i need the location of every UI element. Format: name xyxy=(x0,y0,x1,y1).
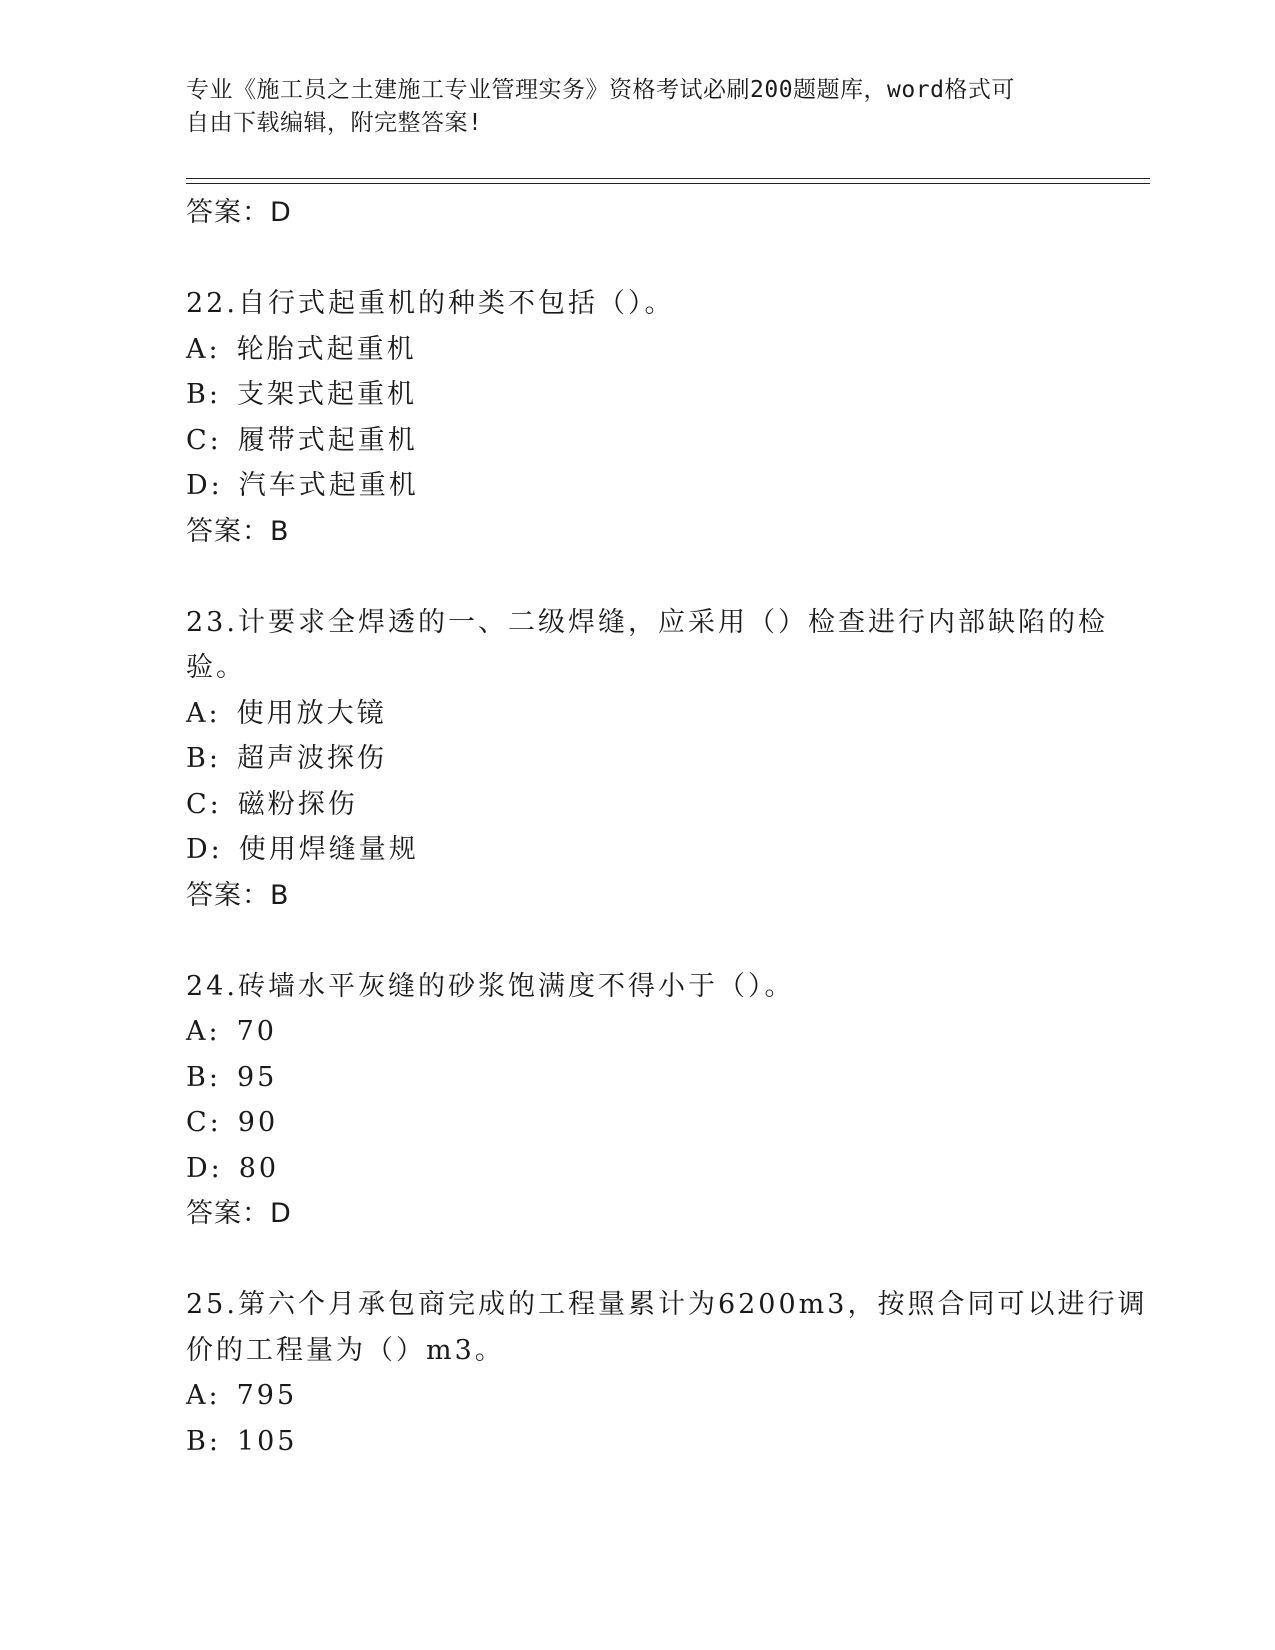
option-letter: D: xyxy=(186,1152,223,1184)
option-letter: D: xyxy=(186,834,223,865)
option-item xyxy=(186,1100,1086,1146)
option-item xyxy=(186,418,1086,464)
spacer xyxy=(186,554,1086,600)
option-item xyxy=(186,1055,1086,1101)
question-stem: 计要求全焊透的一、二级焊缝，应采用（）检查进行内部缺陷的检 xyxy=(237,606,1108,638)
answer-line: 答案：B xyxy=(186,515,290,547)
question-block xyxy=(186,1282,1148,1464)
option-text: 磁粉探伤 xyxy=(237,788,358,820)
question-number: 25. xyxy=(186,1289,238,1320)
option-text: 履带式起重机 xyxy=(237,424,418,456)
option-item xyxy=(186,372,1086,418)
option-item xyxy=(186,1419,1086,1465)
option-letter: C: xyxy=(186,424,222,456)
option-letter: B: xyxy=(186,743,221,774)
answer-line: 答案：B xyxy=(186,879,290,911)
option-text: 70 xyxy=(236,1016,277,1047)
question-text xyxy=(186,1282,1148,1328)
option-item xyxy=(186,327,1086,373)
header-title-line-1: 专业《施工员之土建施工专业管理实务》资格考试必刷200题题库，word格式可 xyxy=(186,77,1015,103)
question-number: 22. xyxy=(186,288,238,319)
option-text: 超声波探伤 xyxy=(236,743,387,774)
option-text: 轮胎式起重机 xyxy=(236,333,417,365)
question-number: 24. xyxy=(186,970,238,1002)
option-text: 使用放大镜 xyxy=(236,697,387,729)
option-text: 支架式起重机 xyxy=(236,379,417,410)
option-letter: B: xyxy=(186,379,221,410)
question-list xyxy=(186,190,1148,1464)
option-letter: C: xyxy=(186,1107,222,1138)
option-text: 80 xyxy=(238,1152,280,1184)
option-item xyxy=(186,1009,1086,1055)
option-letter: A: xyxy=(186,1016,221,1047)
option-text: 105 xyxy=(236,1425,298,1457)
question-text xyxy=(186,600,1108,646)
option-text: 795 xyxy=(236,1380,298,1411)
question-block xyxy=(186,964,1086,1237)
question-text xyxy=(186,281,1086,327)
option-item xyxy=(186,691,1086,737)
option-item xyxy=(186,782,1086,828)
option-text: 90 xyxy=(237,1107,279,1138)
option-item xyxy=(186,1373,1086,1419)
header-title-line-2: 自由下载编辑，附完整答案! xyxy=(186,110,483,136)
document-header xyxy=(186,74,1066,140)
option-item xyxy=(186,736,1086,782)
spacer xyxy=(186,236,1086,282)
question-text xyxy=(186,964,1086,1010)
question-block xyxy=(186,281,1086,554)
question-number: 23. xyxy=(186,606,238,638)
header-divider-top xyxy=(186,178,1150,179)
question-text-continued: 验。 xyxy=(186,652,246,683)
option-letter: A: xyxy=(186,333,221,365)
spacer xyxy=(186,918,1086,964)
answer-line: 答案：D xyxy=(186,197,292,228)
option-letter: C: xyxy=(186,788,222,820)
option-text: 使用焊缝量规 xyxy=(238,834,419,865)
option-item xyxy=(186,1146,1086,1192)
option-item xyxy=(186,463,1086,509)
question-stem: 自行式起重机的种类不包括（）。 xyxy=(237,288,675,319)
option-letter: A: xyxy=(186,1380,221,1411)
option-letter: B: xyxy=(186,1425,221,1457)
question-text-continued: 价的工程量为（）m3。 xyxy=(186,1334,505,1366)
question-stem: 第六个月承包商完成的工程量累计为6200m3，按照合同可以进行调 xyxy=(237,1289,1148,1320)
question-stem: 砖墙水平灰缝的砂浆饱满度不得小于（）。 xyxy=(237,970,795,1002)
option-text: 95 xyxy=(236,1061,278,1093)
option-item xyxy=(186,827,1086,873)
option-text: 汽车式起重机 xyxy=(238,470,419,501)
option-letter: A: xyxy=(186,697,221,729)
question-block xyxy=(186,600,1108,919)
option-letter: B: xyxy=(186,1061,221,1093)
spacer xyxy=(186,1237,1086,1283)
answer-line: 答案：D xyxy=(186,1198,292,1229)
option-letter: D: xyxy=(186,470,223,501)
header-divider-bottom xyxy=(186,183,1150,184)
